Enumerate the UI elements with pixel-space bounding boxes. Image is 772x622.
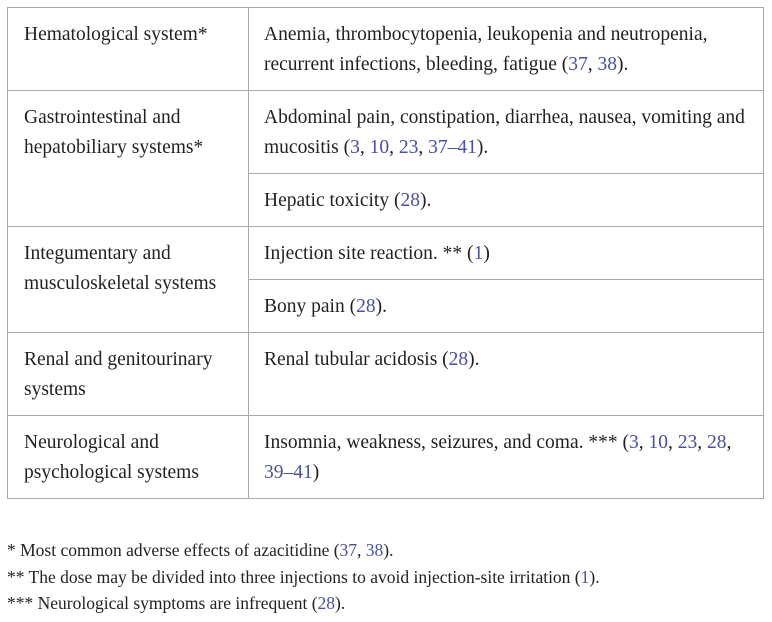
reference-link[interactable]: 10: [648, 432, 668, 453]
reference-link[interactable]: 23: [398, 137, 419, 158]
text-segment: ).: [589, 566, 600, 587]
system-cell: Integumentary and musculoskeletal systems: [8, 227, 249, 333]
text-segment: ,: [638, 432, 649, 453]
table-row: [8, 91, 764, 174]
effect-cell: [249, 333, 764, 416]
reference-link[interactable]: 28: [448, 349, 469, 370]
reference-link[interactable]: 3: [350, 137, 360, 158]
text-segment: ,: [726, 432, 732, 453]
text-segment: ,: [359, 137, 370, 158]
reference-link[interactable]: 37: [568, 54, 588, 75]
text-segment: ,: [389, 137, 399, 158]
text-segment: ,: [418, 137, 429, 158]
table-row: [8, 8, 764, 91]
footnote: [7, 537, 764, 564]
text-segment: ).: [468, 349, 480, 370]
text-segment: Insomnia, weakness, seizures, and coma. *** (: [264, 432, 629, 453]
reference-link[interactable]: 28: [400, 190, 420, 211]
system-cell: Renal and genitourinary systems: [8, 333, 249, 416]
footnotes: [7, 537, 764, 617]
text-segment: ,: [357, 540, 366, 560]
text-segment: ): [312, 462, 320, 483]
system-cell: Gastrointestinal and hepatobiliary systems*: [8, 91, 249, 227]
reference-link[interactable]: 39–41: [264, 462, 313, 483]
text-segment: ).: [476, 137, 489, 158]
text-segment: ,: [667, 432, 678, 453]
effect-cell: [249, 174, 764, 227]
text-segment: * Most common adverse effects of azacitidine (: [7, 540, 340, 560]
effect-cell: [249, 227, 764, 280]
reference-link[interactable]: 38: [597, 54, 618, 75]
text-segment: ).: [419, 190, 432, 211]
text-segment: Bony pain (: [264, 296, 357, 317]
text-segment: ).: [617, 54, 629, 75]
text-segment: ): [483, 243, 490, 264]
reference-link[interactable]: 28: [706, 432, 727, 453]
text-segment: ).: [383, 540, 394, 560]
reference-link[interactable]: 23: [677, 432, 698, 453]
reference-link[interactable]: 38: [365, 540, 384, 560]
text-segment: ,: [697, 432, 707, 453]
reference-link[interactable]: 1: [580, 566, 590, 587]
effect-cell: [249, 416, 764, 499]
reference-link[interactable]: 1: [473, 243, 484, 264]
text-segment: Anemia, thrombocytopenia, leukopenia and neutropenia, recurrent infections, bleeding, fatigue (: [264, 24, 708, 75]
text-segment: Renal tubular acidosis (: [264, 349, 449, 370]
reference-link[interactable]: 10: [369, 137, 390, 158]
table-row: [8, 227, 764, 280]
text-segment: ).: [335, 593, 346, 613]
text-segment: ** The dose may be divided into three injections to avoid injection-site irritation (: [7, 566, 581, 587]
adverse-effects-table: [7, 7, 764, 499]
text-segment: Hepatic toxicity (: [264, 190, 401, 211]
effect-cell: [249, 91, 764, 174]
reference-link[interactable]: 28: [317, 593, 336, 613]
system-cell: Hematological system*: [8, 8, 249, 91]
reference-link[interactable]: 3: [628, 432, 639, 453]
table-row: [8, 333, 764, 416]
reference-link[interactable]: 37–41: [428, 137, 477, 158]
text-segment: ).: [375, 296, 387, 317]
text-segment: ,: [587, 54, 598, 75]
reference-link[interactable]: 28: [356, 296, 376, 317]
table-body: [8, 8, 764, 499]
text-segment: Injection site reaction. ** (: [264, 243, 474, 264]
effect-cell: [249, 280, 764, 333]
text-segment: *** Neurological symptoms are infrequent (: [7, 593, 318, 613]
table-row: [8, 416, 764, 499]
text-segment: Abdominal pain, constipation, diarrhea, nausea, vomiting and mucositis (: [264, 107, 745, 158]
reference-link[interactable]: 37: [339, 540, 358, 560]
system-cell: Neurological and psychological systems: [8, 416, 249, 499]
footnote: [7, 590, 764, 617]
footnote: [7, 564, 764, 591]
effect-cell: [249, 8, 764, 91]
